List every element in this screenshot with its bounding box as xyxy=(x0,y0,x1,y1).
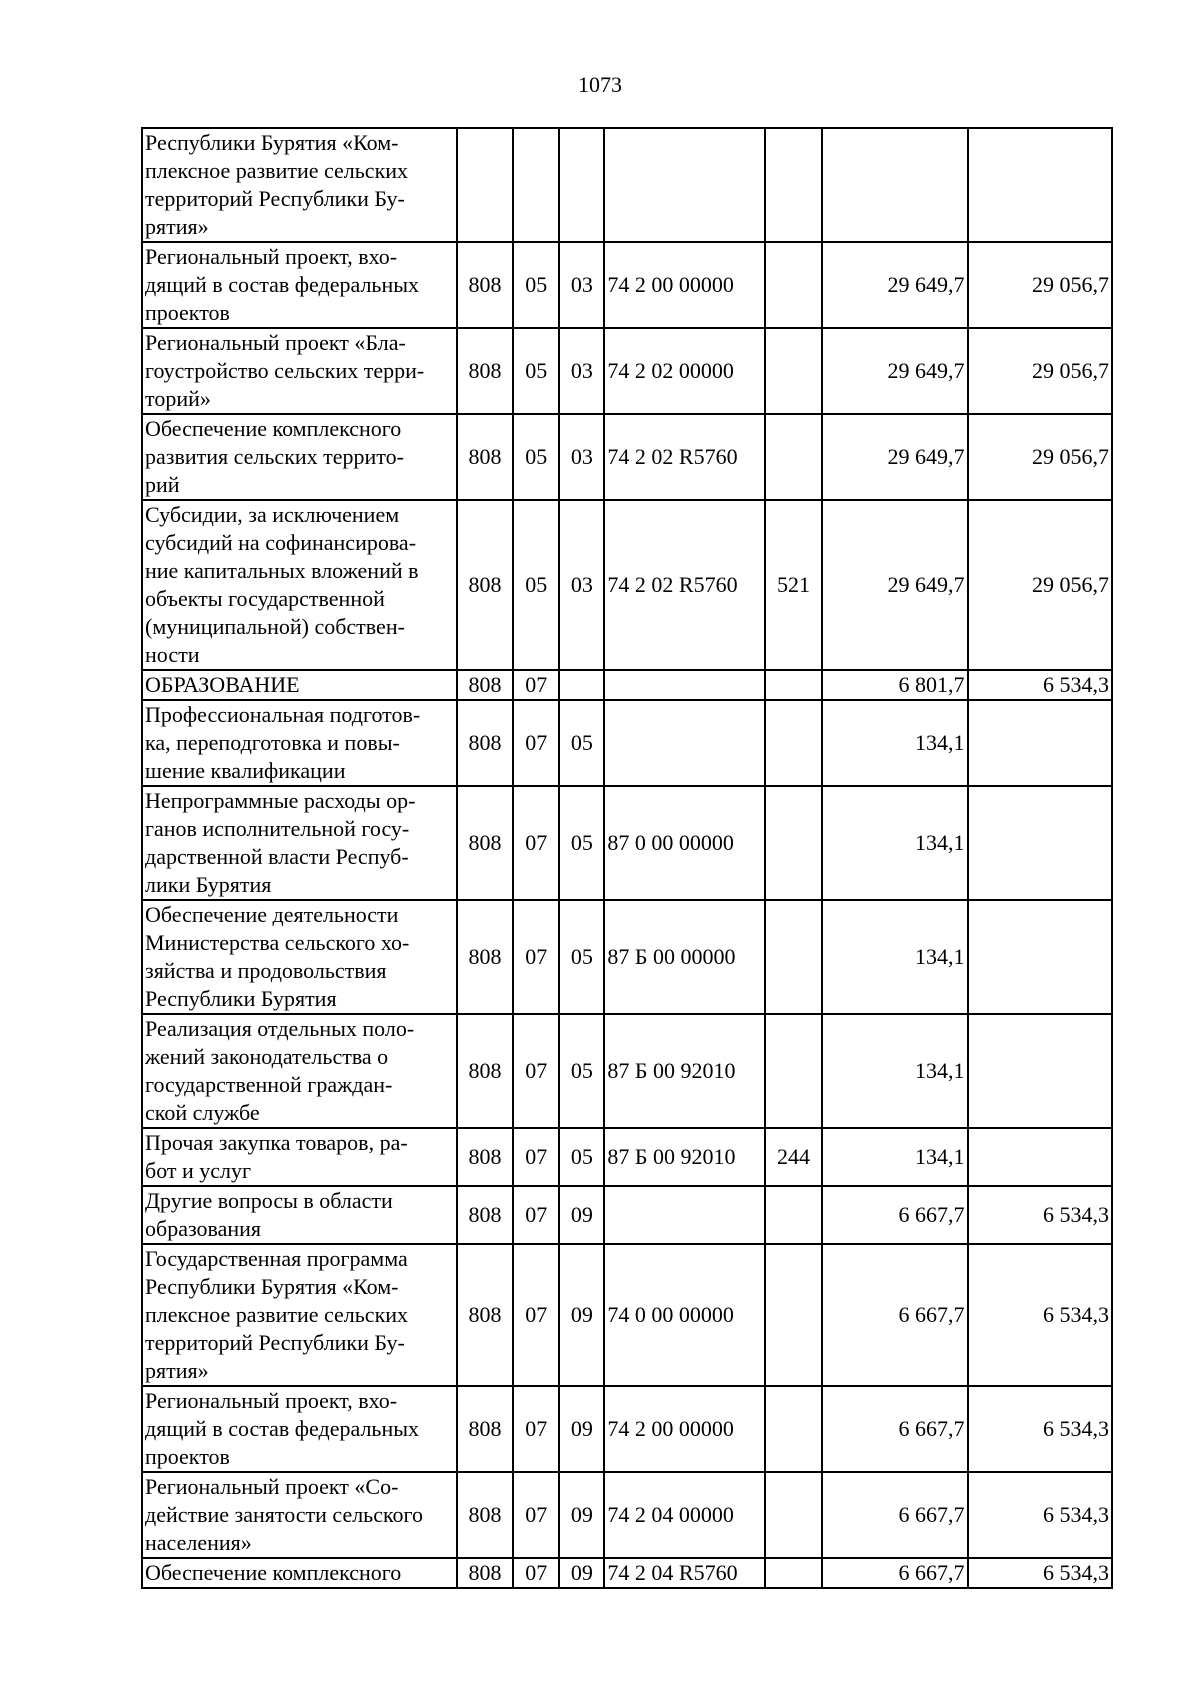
row-amount-year1-cell: 134,1 xyxy=(822,700,967,786)
row-amount-year1-cell: 29 649,7 xyxy=(822,500,967,670)
page-number: 1073 xyxy=(578,72,622,97)
row-ministry-code-cell: 808 xyxy=(457,670,513,700)
row-amount-year1-cell: 134,1 xyxy=(822,1014,967,1128)
row-amount-year1-cell: 6 801,7 xyxy=(822,670,967,700)
row-name-cell: Субсидии, за исключением субсидий на софинансирова- ние капитальных вложений в объекты государственной (муниципальной) собствен- ности xyxy=(142,500,457,670)
row-expense-type-cell xyxy=(765,328,822,414)
row-amount-year1-cell: 134,1 xyxy=(822,1128,967,1186)
row-amount-year1-cell: 134,1 xyxy=(822,786,967,900)
row-target-article-cell xyxy=(604,700,764,786)
row-amount-year2-cell: 6 534,3 xyxy=(968,1472,1113,1558)
row-subsection-code-cell: 05 xyxy=(559,1014,604,1128)
row-name-cell: Республики Бурятия «Ком- плексное развитие сельских территорий Республики Бу- рятия» xyxy=(142,128,457,242)
row-amount-year2-cell xyxy=(968,1128,1113,1186)
row-ministry-code-cell: 808 xyxy=(457,242,513,328)
row-target-article-cell: 74 2 02 R5760 xyxy=(604,500,764,670)
table-row xyxy=(142,1244,1112,1386)
row-expense-type-cell xyxy=(765,1244,822,1386)
table-row xyxy=(142,500,1112,670)
row-expense-type-cell xyxy=(765,1014,822,1128)
row-amount-year2-cell: 6 534,3 xyxy=(968,1186,1113,1244)
row-target-article-cell: 74 2 02 00000 xyxy=(604,328,764,414)
row-amount-year2-cell: 6 534,3 xyxy=(968,1244,1113,1386)
row-subsection-code-cell: 03 xyxy=(559,328,604,414)
row-expense-type-cell xyxy=(765,670,822,700)
row-name-cell: Прочая закупка товаров, ра- бот и услуг xyxy=(142,1128,457,1186)
row-amount-year2-cell: 29 056,7 xyxy=(968,500,1113,670)
row-section-code-cell: 07 xyxy=(513,1244,559,1386)
table-row xyxy=(142,328,1112,414)
row-expense-type-cell xyxy=(765,1386,822,1472)
table-row xyxy=(142,242,1112,328)
row-amount-year2-cell: 6 534,3 xyxy=(968,670,1113,700)
row-expense-type-cell xyxy=(765,1186,822,1244)
row-target-article-cell: 74 2 04 00000 xyxy=(604,1472,764,1558)
row-amount-year2-cell: 6 534,3 xyxy=(968,1386,1113,1472)
row-ministry-code-cell: 808 xyxy=(457,700,513,786)
row-target-article-cell: 74 2 00 00000 xyxy=(604,242,764,328)
row-amount-year2-cell: 29 056,7 xyxy=(968,242,1113,328)
row-name-cell: Государственная программа Республики Бурятия «Ком- плексное развитие сельских территорий Республики Бу- рятия» xyxy=(142,1244,457,1386)
row-name-cell: Обеспечение комплексного xyxy=(142,1558,457,1588)
row-subsection-code-cell: 05 xyxy=(559,900,604,1014)
row-name-cell: Региональный проект «Бла- гоустройство сельских терри- торий» xyxy=(142,328,457,414)
row-amount-year2-cell xyxy=(968,900,1113,1014)
table-row xyxy=(142,1472,1112,1558)
row-amount-year1-cell xyxy=(822,128,967,242)
row-amount-year2-cell xyxy=(968,786,1113,900)
row-amount-year2-cell: 29 056,7 xyxy=(968,328,1113,414)
row-amount-year1-cell: 6 667,7 xyxy=(822,1386,967,1472)
row-subsection-code-cell: 09 xyxy=(559,1386,604,1472)
row-section-code-cell: 07 xyxy=(513,700,559,786)
row-ministry-code-cell: 808 xyxy=(457,1244,513,1386)
table-row xyxy=(142,1558,1112,1588)
budget-table-body xyxy=(142,128,1112,1588)
row-name-cell: ОБРАЗОВАНИЕ xyxy=(142,670,457,700)
row-section-code-cell: 07 xyxy=(513,1472,559,1558)
row-name-cell: Обеспечение комплексного развития сельских террито- рий xyxy=(142,414,457,500)
row-section-code-cell: 07 xyxy=(513,786,559,900)
row-name-cell: Профессиональная подготов- ка, переподготовка и повы- шение квалификации xyxy=(142,700,457,786)
row-ministry-code-cell: 808 xyxy=(457,1472,513,1558)
table-row xyxy=(142,1186,1112,1244)
row-subsection-code-cell: 05 xyxy=(559,1128,604,1186)
row-ministry-code-cell: 808 xyxy=(457,900,513,1014)
row-target-article-cell: 74 2 04 R5760 xyxy=(604,1558,764,1588)
row-amount-year2-cell: 29 056,7 xyxy=(968,414,1113,500)
row-target-article-cell xyxy=(604,128,764,242)
table-row xyxy=(142,1386,1112,1472)
row-expense-type-cell xyxy=(765,242,822,328)
row-target-article-cell xyxy=(604,1186,764,1244)
row-section-code-cell: 07 xyxy=(513,1558,559,1588)
row-amount-year2-cell xyxy=(968,128,1113,242)
row-section-code-cell: 07 xyxy=(513,1186,559,1244)
row-subsection-code-cell: 03 xyxy=(559,242,604,328)
row-expense-type-cell xyxy=(765,128,822,242)
row-expense-type-cell: 521 xyxy=(765,500,822,670)
row-expense-type-cell xyxy=(765,1472,822,1558)
row-target-article-cell: 87 Б 00 92010 xyxy=(604,1128,764,1186)
row-amount-year2-cell: 6 534,3 xyxy=(968,1558,1113,1588)
row-target-article-cell: 87 Б 00 92010 xyxy=(604,1014,764,1128)
row-subsection-code-cell xyxy=(559,670,604,700)
table-row xyxy=(142,670,1112,700)
row-ministry-code-cell: 808 xyxy=(457,1186,513,1244)
row-section-code-cell: 07 xyxy=(513,1128,559,1186)
row-section-code-cell: 07 xyxy=(513,1386,559,1472)
row-subsection-code-cell xyxy=(559,128,604,242)
table-row xyxy=(142,900,1112,1014)
row-target-article-cell: 74 2 02 R5760 xyxy=(604,414,764,500)
row-section-code-cell: 05 xyxy=(513,500,559,670)
row-ministry-code-cell: 808 xyxy=(457,1386,513,1472)
row-ministry-code-cell: 808 xyxy=(457,786,513,900)
row-ministry-code-cell: 808 xyxy=(457,1128,513,1186)
row-ministry-code-cell: 808 xyxy=(457,414,513,500)
row-ministry-code-cell: 808 xyxy=(457,328,513,414)
row-section-code-cell: 07 xyxy=(513,1014,559,1128)
row-section-code-cell: 05 xyxy=(513,414,559,500)
row-section-code-cell xyxy=(513,128,559,242)
row-target-article-cell: 87 Б 00 00000 xyxy=(604,900,764,1014)
table-row xyxy=(142,700,1112,786)
row-ministry-code-cell: 808 xyxy=(457,1558,513,1588)
row-expense-type-cell xyxy=(765,414,822,500)
budget-table xyxy=(141,127,1113,1589)
row-name-cell: Другие вопросы в области образования xyxy=(142,1186,457,1244)
table-row xyxy=(142,1128,1112,1186)
row-expense-type-cell xyxy=(765,700,822,786)
row-subsection-code-cell: 09 xyxy=(559,1472,604,1558)
row-amount-year2-cell xyxy=(968,1014,1113,1128)
row-name-cell: Непрограммные расходы ор- ганов исполнительной госу- дарственной власти Респуб- лики Бурятия xyxy=(142,786,457,900)
row-amount-year1-cell: 134,1 xyxy=(822,900,967,1014)
row-expense-type-cell xyxy=(765,900,822,1014)
row-subsection-code-cell: 05 xyxy=(559,786,604,900)
row-subsection-code-cell: 05 xyxy=(559,700,604,786)
row-subsection-code-cell: 09 xyxy=(559,1244,604,1386)
row-subsection-code-cell: 03 xyxy=(559,500,604,670)
row-name-cell: Реализация отдельных поло- жений законодательства о государственной граждан- ской службе xyxy=(142,1014,457,1128)
row-subsection-code-cell: 03 xyxy=(559,414,604,500)
row-target-article-cell xyxy=(604,670,764,700)
row-expense-type-cell xyxy=(765,786,822,900)
row-amount-year1-cell: 29 649,7 xyxy=(822,242,967,328)
row-name-cell: Региональный проект, вхо- дящий в состав федеральных проектов xyxy=(142,1386,457,1472)
row-ministry-code-cell: 808 xyxy=(457,1014,513,1128)
row-section-code-cell: 07 xyxy=(513,670,559,700)
row-ministry-code-cell: 808 xyxy=(457,500,513,670)
table-row xyxy=(142,1014,1112,1128)
row-expense-type-cell xyxy=(765,1558,822,1588)
row-section-code-cell: 07 xyxy=(513,900,559,1014)
row-amount-year1-cell: 6 667,7 xyxy=(822,1472,967,1558)
row-amount-year1-cell: 6 667,7 xyxy=(822,1558,967,1588)
table-row xyxy=(142,414,1112,500)
row-amount-year1-cell: 29 649,7 xyxy=(822,414,967,500)
table-row xyxy=(142,786,1112,900)
row-section-code-cell: 05 xyxy=(513,328,559,414)
row-target-article-cell: 87 0 00 00000 xyxy=(604,786,764,900)
row-name-cell: Региональный проект «Со- действие занятости сельского населения» xyxy=(142,1472,457,1558)
row-subsection-code-cell: 09 xyxy=(559,1186,604,1244)
row-section-code-cell: 05 xyxy=(513,242,559,328)
row-amount-year1-cell: 6 667,7 xyxy=(822,1186,967,1244)
table-row xyxy=(142,128,1112,242)
row-expense-type-cell: 244 xyxy=(765,1128,822,1186)
row-amount-year1-cell: 29 649,7 xyxy=(822,328,967,414)
row-name-cell: Региональный проект, вхо- дящий в состав федеральных проектов xyxy=(142,242,457,328)
row-amount-year2-cell xyxy=(968,700,1113,786)
row-target-article-cell: 74 0 00 00000 xyxy=(604,1244,764,1386)
row-target-article-cell: 74 2 00 00000 xyxy=(604,1386,764,1472)
row-subsection-code-cell: 09 xyxy=(559,1558,604,1588)
row-amount-year1-cell: 6 667,7 xyxy=(822,1244,967,1386)
row-name-cell: Обеспечение деятельности Министерства сельского хо- зяйства и продовольствия Республики Бурятия xyxy=(142,900,457,1014)
row-ministry-code-cell xyxy=(457,128,513,242)
